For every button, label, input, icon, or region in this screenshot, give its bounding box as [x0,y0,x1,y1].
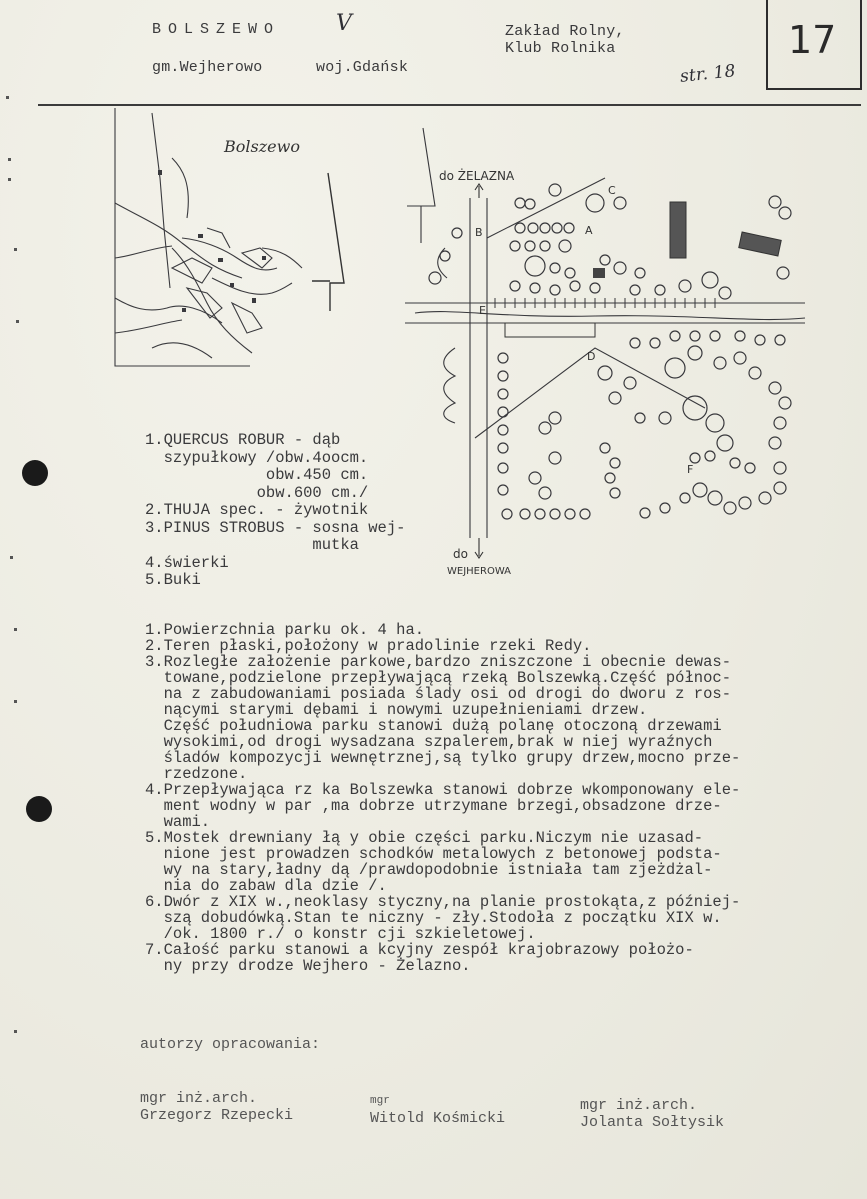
legend-line: 1.QUERCUS ROBUR - dąb [145,431,341,449]
legend-line: 3.PINUS STROBUS - sosna wej- [145,518,406,537]
legend-line: obw.600 cm./ [145,483,369,502]
description-line: 5.Mostek drewniany łą y obie części parku.Niczym nie uzasad- [145,829,704,847]
legend-line: 4.świerki [145,553,229,572]
description-line: wysokimi,od drogi wysadzana szpalerem,brak w niej wyraźnych [145,733,713,751]
str-reference: str. 18 [679,61,737,87]
description-line: na z zabudowaniami posiada ślady osi od drogi do dworu z ros- [145,685,731,703]
description-line: towane,podzielone przepływającą rzeką Bolszewką.Część północ- [145,669,731,687]
author-2-name: Witold Kośmicki [370,1110,506,1127]
description-line: nione jest prowadzen schodków metalowych z betonowej podsta- [145,845,722,863]
plan-letter-a: A [585,224,593,237]
institution-line-1: Zakład Rolny, [505,23,625,40]
institution-line-2: Klub Rolnika [505,40,616,57]
description-line: wy na stary,ładny dą /prawdopodobnie istniała tam zjeżdżal- [145,861,713,879]
description-line: Część południowa parku stanowi dużą polanę otoczoną drzewami [145,717,722,735]
margin-mark [14,1030,17,1033]
description-line: ny przy drodze Wejhero - Żelazno. [145,957,471,975]
plan-letter-b: B [475,226,483,239]
description-line: /ok. 1800 r./ o konstr cji szkieletowej. [145,925,536,943]
margin-mark [8,158,11,161]
description-line: wami. [145,813,211,831]
legend-line: mutka [145,536,359,554]
location-map [112,108,362,370]
legend-line: obw.450 cm. [145,466,369,484]
plan-letter-e: E [479,304,486,317]
park-description [145,622,860,974]
author-2-title: mgr [370,1095,390,1107]
margin-mark [14,628,17,631]
description-line: ment wodny w par ,ma dobrze utrzymane brzegi,obsadzone drze- [145,797,722,815]
page-number: 17 [788,18,837,62]
place-mark: V [336,11,353,36]
description-line: 1.Powierzchnia parku ok. 4 ha. [145,621,425,639]
to-wejherowo-label-2: WEJHEROWA [447,566,511,577]
park-plan [395,118,815,578]
punch-hole-top [22,460,48,486]
description-line: 2.Teren płaski,położony w pradolinie rzeki Redy. [145,637,592,655]
header-rule [38,104,861,106]
margin-mark [14,248,17,251]
margin-mark [10,556,13,559]
authors-heading: autorzy opracowania: [140,1036,321,1053]
plan-letter-d: D [587,350,596,363]
margin-mark [14,700,17,703]
description-line: 4.Przepływająca rz ka Bolszewka stanowi dobrze wkomponowany ele- [145,781,741,799]
page-number-box [766,0,862,90]
description-line: śladów kompozycji wewnętrznej,są tylko grupy drzew,mocno prze- [145,749,741,767]
to-zelazno-label: do ŻELAZNA [439,169,515,183]
author-3-name: Jolanta Sołtysik [580,1114,725,1131]
margin-mark [6,96,9,99]
author-3-title: mgr inż.arch. [580,1097,698,1114]
legend-line: 2.THUJA spec. - żywotnik [145,501,369,519]
description-line: 6.Dwór z XIX w.,neoklasy styczny,na planie prostokąta,z później- [145,893,741,911]
species-legend [145,432,405,590]
margin-mark [16,320,19,323]
author-1-title: mgr inż.arch. [140,1090,258,1107]
description-line: szą dobudówką.Stan te niczny - zły.Stodoła z początku XIX w. [145,909,722,927]
legend-line: 5.Buki [145,571,201,589]
description-line: rzedzone. [145,765,248,783]
punch-hole-bottom [26,796,52,822]
plan-letter-c: C [608,184,616,197]
gmina-label: gm.Wejherowo [152,59,263,76]
description-line: nia do zabaw dla dzie /. [145,877,387,895]
description-line: nącymi starymi dębami i nowymi uzupełnieniami drzew. [145,701,648,719]
to-wejherowo-label-1: do [453,547,468,561]
place-title: BOLSZEWO [152,21,281,38]
margin-mark [8,178,11,181]
author-1-name: Grzegorz Rzepecki [140,1107,294,1124]
legend-line: szypułkowy /obw.4oocm. [145,448,369,467]
location-map-label: Bolszewo [224,137,300,156]
plan-letter-f: F [687,463,694,476]
description-line: 7.Całość parku stanowi a kcyjny zespół krajobrazowy położo- [145,941,694,959]
wojewodztwo-label: woj.Gdańsk [316,59,409,76]
description-line: 3.Rozległe założenie parkowe,bardzo zniszczone i obecnie dewas- [145,653,731,671]
